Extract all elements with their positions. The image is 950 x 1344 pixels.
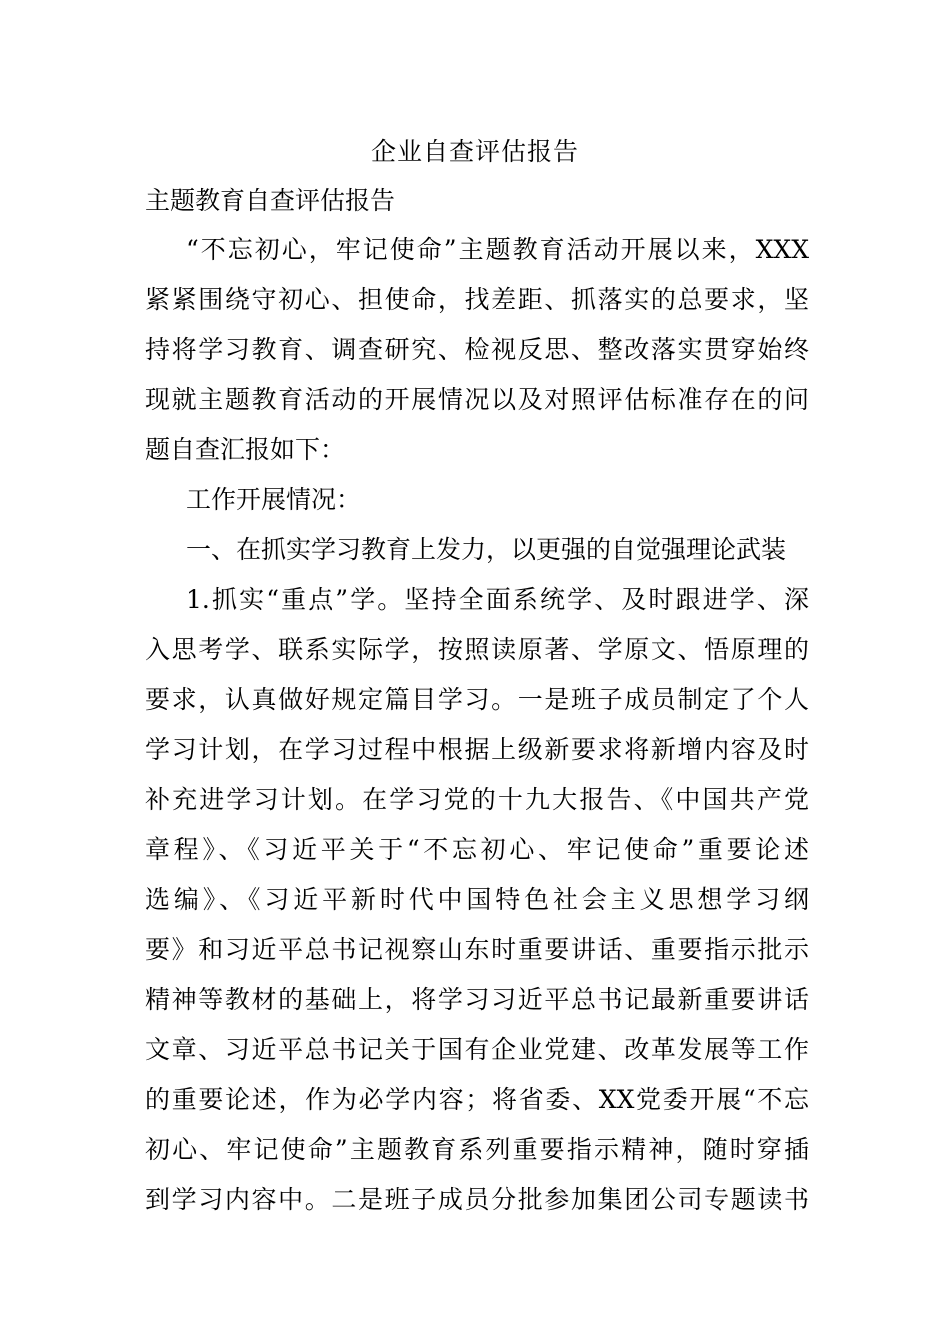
paragraph-line: 初心、牢记使命”主题教育系列重要指示精神，随时穿插 bbox=[145, 1135, 809, 1164]
paragraph-line: 紧紧围绕守初心、担使命，找差距、抓落实的总要求，坚 bbox=[145, 285, 809, 314]
section-heading: 一、在抓实学习教育上发力，以更强的自觉强理论武装 bbox=[186, 535, 787, 564]
paragraph-line: 到学习内容中。二是班子成员分批参加集团公司专题读书 bbox=[145, 1185, 809, 1214]
paragraph-line: 选编》、《习近平新时代中国特色社会主义思想学习纲 bbox=[145, 885, 809, 914]
paragraph-line: 要》和习近平总书记视察山东时重要讲话、重要指示批示 bbox=[145, 935, 809, 964]
section-heading: 工作开展情况： bbox=[186, 485, 362, 514]
paragraph-line: 题自查汇报如下： bbox=[145, 435, 346, 464]
paragraph-line: 入思考学、联系实际学，按照读原著、学原文、悟原理的 bbox=[145, 635, 809, 664]
paragraph-line: 补充进学习计划。在学习党的十九大报告、《中国共产党 bbox=[145, 785, 809, 814]
paragraph-line: 持将学习教育、调查研究、检视反思、整改落实贯穿始终 bbox=[145, 335, 809, 364]
document-title: 企业自查评估报告 bbox=[370, 137, 579, 166]
paragraph-line: 现就主题教育活动的开展情况以及对照评估标准存在的问 bbox=[145, 385, 809, 414]
document-subtitle: 主题教育自查评估报告 bbox=[145, 186, 396, 215]
paragraph-line: 要求，认真做好规定篇目学习。一是班子成员制定了个人 bbox=[145, 685, 809, 714]
paragraph-line: 的重要论述，作为必学内容；将省委、XX党委开展“不忘 bbox=[145, 1085, 809, 1114]
paragraph-line: 文章、习近平总书记关于国有企业党建、改革发展等工作 bbox=[145, 1035, 809, 1064]
paragraph-line: 1.抓实“重点”学。坚持全面系统学、及时跟进学、深 bbox=[186, 585, 809, 614]
paragraph-line: 精神等教材的基础上，将学习习近平总书记最新重要讲话 bbox=[145, 985, 809, 1014]
paragraph-line: 学习计划，在学习过程中根据上级新要求将新增内容及时 bbox=[145, 735, 809, 764]
paragraph-line: “不忘初心，牢记使命”主题教育活动开展以来，XXX bbox=[186, 235, 809, 264]
paragraph-line: 章程》、《习近平关于“不忘初心、牢记使命”重要论述 bbox=[145, 835, 809, 864]
